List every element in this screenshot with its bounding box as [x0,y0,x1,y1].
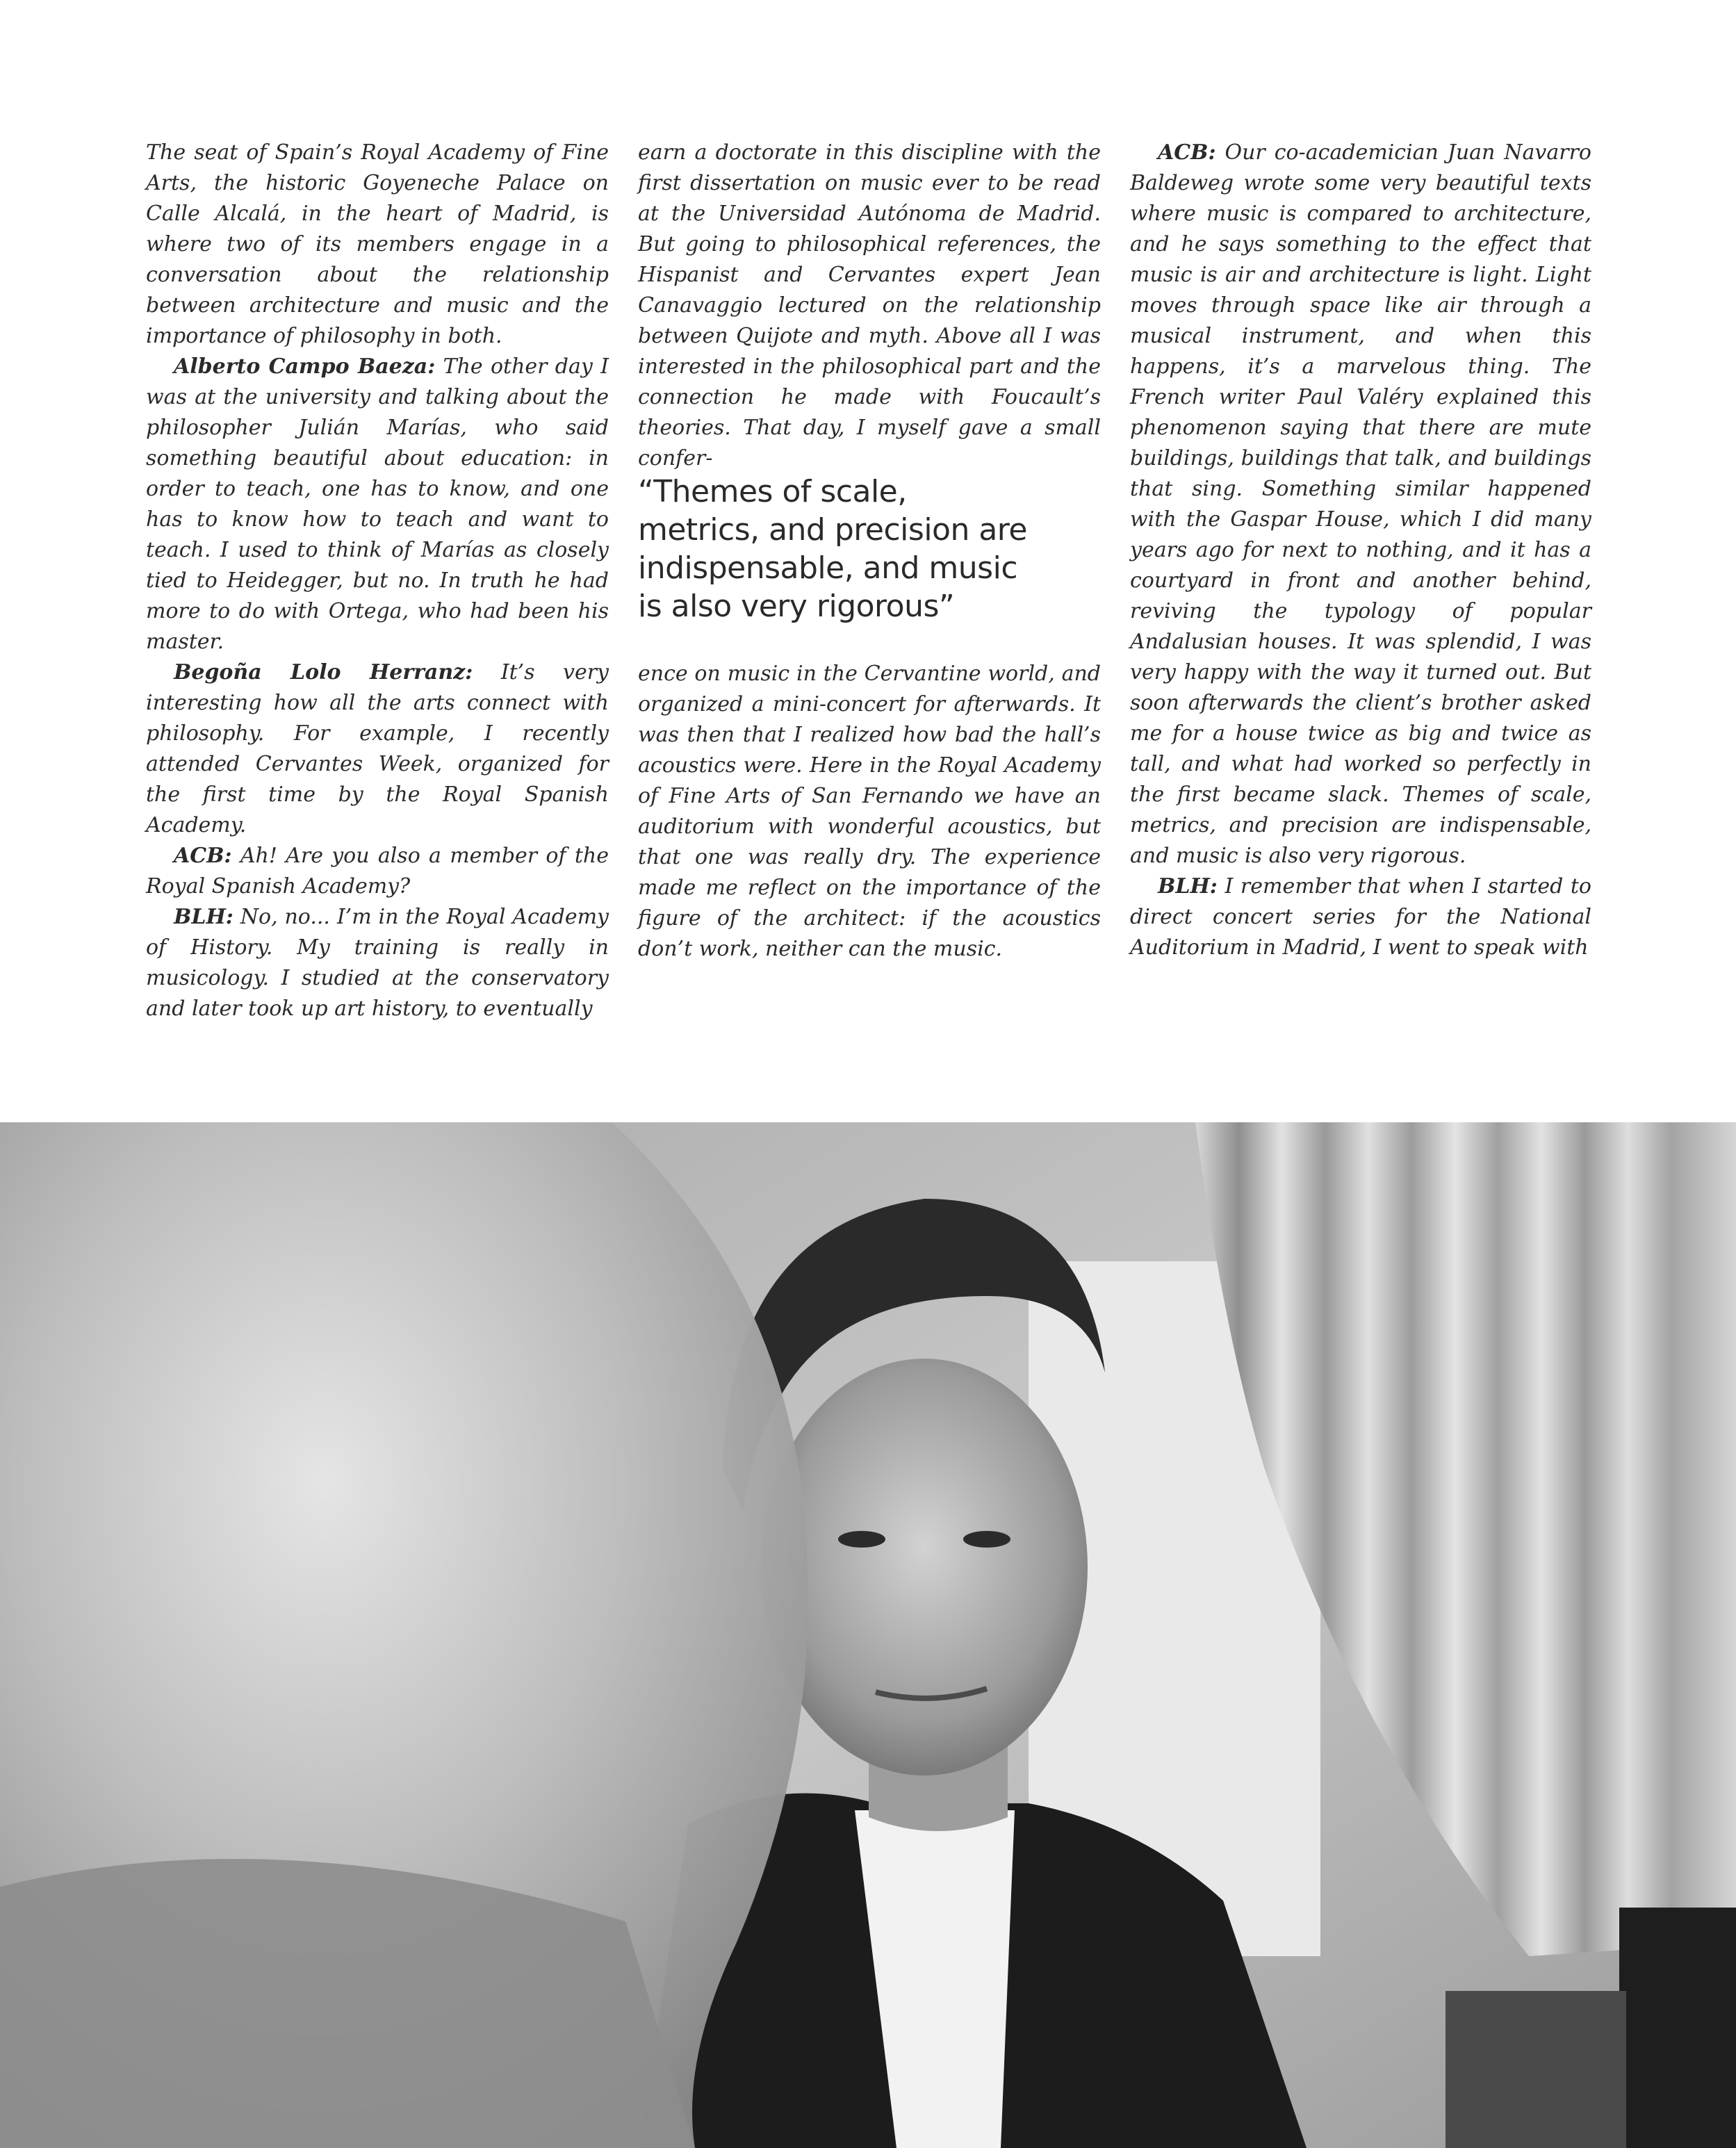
article-column-1 [146,138,609,1024]
pull-quote: “Themes of scale, metrics, and precision are indispensable, and music is also very rigorous” [638,474,1027,624]
dialogue-text: The other day I was at the university and talking about the philosopher Julián Marías, who said something beautiful about education: in order to teach, one has to know, and one has to know how to teach and want to teach. I used to think of Marías as closely tied to Heidegger, but no. In truth he had more to do with Ortega, who had been his master. [146,354,609,654]
dialogue-paragraph [146,841,609,902]
continued-paragraph: earn a doctorate in this discipline with the first dissertation on music ever to be read at the Universidad Autónoma de Madrid. But going to philosophical references, the Hispanist and Cervantes expert Jean Canavaggio lectured on the relationship between Quijote and myth. Above all I was interested in the philosophical part and the connection he made with Foucault’s theories. That day, I myself gave a small confer- [638,140,1101,470]
dialogue-text: I remember that when I started to direct concert series for the National Auditorium in Madrid, I went to speak with [1130,874,1591,960]
dialogue-paragraph [146,657,609,841]
dialogue-paragraph [146,352,609,657]
dialogue-paragraph [1130,871,1591,963]
dialogue-paragraph [146,902,609,1024]
speaker-name: BLH: [1158,874,1218,899]
speaker-name: Begoña Lolo Herranz: [174,660,473,684]
article-column-2-top [638,138,1101,474]
continued-paragraph: ence on music in the Cervantine world, and organized a mini-concert for afterwards. It was then that I realized how bad the hall’s acoustics were. Here in the Royal Academy of Fine Arts of San Fernando we have an auditorium with wonderful acoustics, but that one was really dry. The experience made me reflect on the importance of the figure of the architect: if the acoustics don’t work, neither can the music. [638,662,1101,961]
intro-paragraph: The seat of Spain’s Royal Academy of Fine Arts, the historic Goyeneche Palace on Calle Alcalá, in the heart of Madrid, is where two of its members engage in a conversation about the relationship between architecture and music and the importance of philosophy in both. [146,140,609,348]
dialogue-paragraph [1130,138,1591,871]
speaker-name: ACB: [174,844,232,868]
article-column-3 [1130,138,1591,963]
article-column-2-bottom [638,659,1101,965]
interview-photo [0,1122,1736,2148]
speaker-name: BLH: [174,905,234,929]
dialogue-text: Our co-academician Juan Navarro Baldeweg wrote some very beautiful texts where music is compared to architecture, and he says something to the effect that music is air and architecture is light. Light moves through space like air through a musical instrument, and when this happens, it’s a marvelous thing. The French writer Paul Valéry explained this phenomenon saying that there are mute buildings, buildings that talk, and buildings that sing. Something similar happened with the Gaspar House, which I did many years ago for next to nothing, and it has a courtyard in front and another behind, reviving the typology of popular Andalusian houses. It was splendid, I was very happy with the way it turned out. But soon afterwards the client’s brother asked me for a house twice as big and twice as tall, and what had worked so perfectly in the first became slack. Themes of scale, metrics, and precision are indispensable, and music is also very rigorous. [1130,140,1591,868]
speaker-name: Alberto Campo Baeza: [174,354,436,379]
dialogue-text: No, no... I’m in the Royal Academy of History. My training is really in musicology. I studied at the conservatory and later took up art history, to eventually [146,905,609,1021]
speaker-name: ACB: [1158,140,1216,165]
photo-illustration [0,1122,1736,2148]
dialogue-text: It’s very interesting how all the arts connect with philosophy. For example, I recently attended Cervantes Week, organized for the first time by the Royal Spanish Academy. [146,660,609,837]
dialogue-text: Ah! Are you also a member of the Royal Spanish Academy? [146,844,609,899]
